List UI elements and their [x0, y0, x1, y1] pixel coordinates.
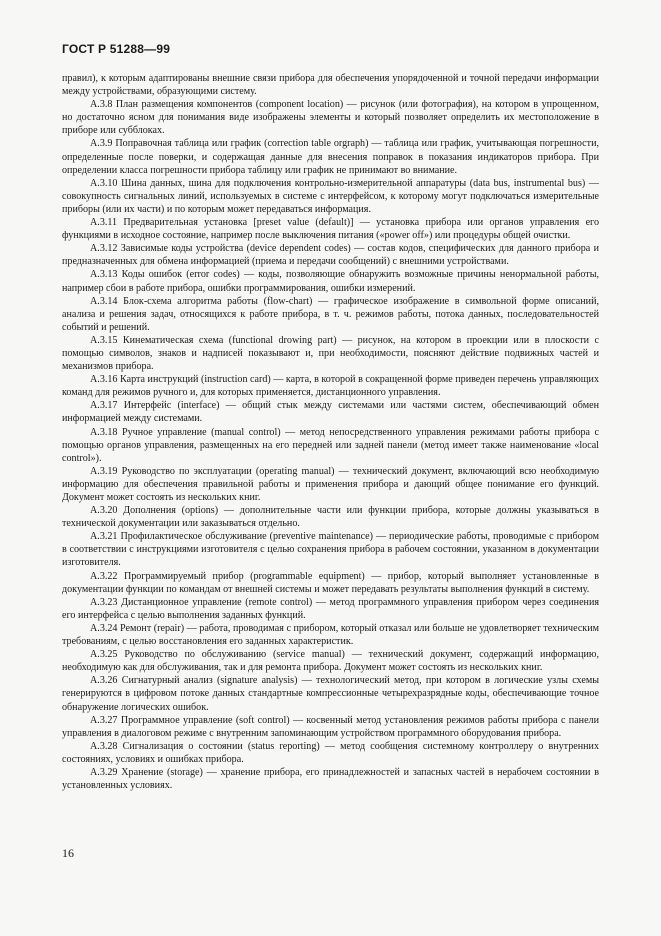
term-a-3-10: А.3.10 Шина данных, шина для подключения контрольно-измерительной аппаратуры (data bus, instrumental bus) — совокупность сигнальных линий, используемых в системе с интерфейсом, к которому могут подключаться измерительные приборы (или их части) и по которым может передаваться информация. — [62, 177, 599, 215]
term-a-3-25: А.3.25 Руководство по обслуживанию (service manual) — технический документ, содержащий информацию, необходимую как для обслуживания, так и для ремонта прибора. Документ может состоять из нескольких книг. — [62, 649, 599, 674]
term-a-3-13: А.3.13 Коды ошибок (error codes) — коды, позволяющие обнаружить возможные причины ненормальной работы, например сбои в работе прибора, ошибки программирования, ошибки измерений. — [62, 269, 599, 294]
term-a-3-11: А.3.11 Предварительная установка [preset value (default)] — установка прибора или органов управления его функциями в исходное состояние, например после выключения питания («power off») или процедуры общей очистки. — [62, 217, 599, 242]
term-a-3-19: А.3.19 Руководство по эксплуатации (operating manual) — технический документ, включающий всю необходимую информацию для обеспечения правильной работы и применения прибора и дающий общее понимание его функций. Документ может состоять из нескольких книг. — [62, 465, 599, 503]
term-a-3-18: А.3.18 Ручное управление (manual control) — метод непосредственного управления режимами работы прибора с помощью органов управления, размещенных на его передней или задней панели (метод имеет также наименование «local control»). — [62, 426, 599, 464]
term-a-3-28: А.3.28 Сигнализация о состоянии (status reporting) — метод сообщения системному контроллеру о внутренних состояниях, условиях и ошибках прибора. — [62, 740, 599, 765]
term-a-3-15: А.3.15 Кинематическая схема (functional drowing part) — рисунок, на котором в проекции или в плоскости с помощью символов, знаков и надписей показывают и, при необходимости, поясняют действие подвижных частей и механизмов прибора. — [62, 334, 599, 373]
term-a-3-14: А.3.14 Блок-схема алгоритма работы (flow-chart) — графическое изображение в символьной форме описаний, анализа и решения задач, относящихся к работе прибора, в т. ч. режимов работы, потока данных, последовательностей событий и решений. — [62, 295, 599, 333]
term-a-3-24: А.3.24 Ремонт (repair) — работа, проводимая с прибором, который отказал или больше не удовлетворяет техническим требованиям, с целью восстановления его заданных характеристик. — [62, 622, 599, 648]
term-a-3-21: А.3.21 Профилактическое обслуживание (preventive maintenance) — периодические работы, проводимые с прибором в соответствии с инструкциями изготовителя с целью сохранения прибора в рабочем состоянии, указанном в документации изготовителя. — [62, 531, 599, 569]
term-a-3-20: А.3.20 Дополнения (options) — дополнительные части или функции прибора, которые должны указываться в технической документации или заказываться отдельно. — [62, 505, 599, 530]
term-a-3-17: А.3.17 Интерфейс (interface) — общий стык между системами или частями систем, обеспечивающий обмен информацией между системами. — [62, 400, 599, 425]
term-a-3-27: А.3.27 Программное управление (soft control) — косвенный метод установления режимов работы прибора с панели управления в диалоговом режиме с внутренним запоминающим устройством программного оборудования прибора. — [62, 714, 599, 739]
paragraph-continuation: правил), к которым адаптированы внешние связи прибора для обеспечения упорядоченной и точной передачи информации между устройствами, образующими систему. — [62, 73, 599, 98]
term-a-3-16: А.3.16 Карта инструкций (instruction card) — карта, в которой в сокращенной форме приведен перечень управляющих команд для режимов ручного и, для которых применяется, дистанционного управления. — [62, 374, 599, 399]
term-a-3-23: А.3.23 Дистанционное управление (remote control) — метод программного управления прибором через соединения его интерфейса с целью выполнения заданных функций. — [62, 596, 599, 621]
document-body — [62, 72, 599, 792]
term-a-3-8: А.3.8 План размещения компонентов (component location) — рисунок (или фотография), на котором в упрощенном, но достаточно ясном для понимания виде изображены элементы и который позволяет определить их местоположение в приборе или субблоках. — [62, 99, 599, 137]
term-a-3-29: А.3.29 Хранение (storage) — хранение прибора, его принадлежностей и запасных частей в нерабочем состоянии в установленных условиях. — [62, 766, 599, 792]
term-a-3-22: А.3.22 Программируемый прибор (programmable equipment) — прибор, который выполняет установленные в документации функции по командам от внешней системы и может передавать результаты выполнения функций в систему. — [62, 570, 599, 595]
term-a-3-12: А.3.12 Зависимые коды устройства (device dependent codes) — состав кодов, специфических для данного прибора и предназначенных для обмена информацией (приема и передачи сообщений) с внешними устройствами. — [62, 243, 599, 268]
term-a-3-9: А.3.9 Поправочная таблица или график (correction table orgraph) — таблица или график, учитывающая погрешности, определенные после поверки, и содержащая данные для внесения поправок в показания индикаторов прибора. При определении класса погрешности прибора таблицу или график не принимают во внимание. — [62, 138, 599, 176]
page-number: 16 — [62, 846, 74, 860]
standard-designation: ГОСТ Р 51288—99 — [62, 42, 171, 56]
term-a-3-26: А.3.26 Сигнатурный анализ (signature analysis) — технологический метод, при котором в логические узлы схемы генерируются в цифровом потоке данных стандартные компрессионные четырехразрядные коды, обеспечивающие точное обнаружение логических ошибок. — [62, 675, 599, 713]
